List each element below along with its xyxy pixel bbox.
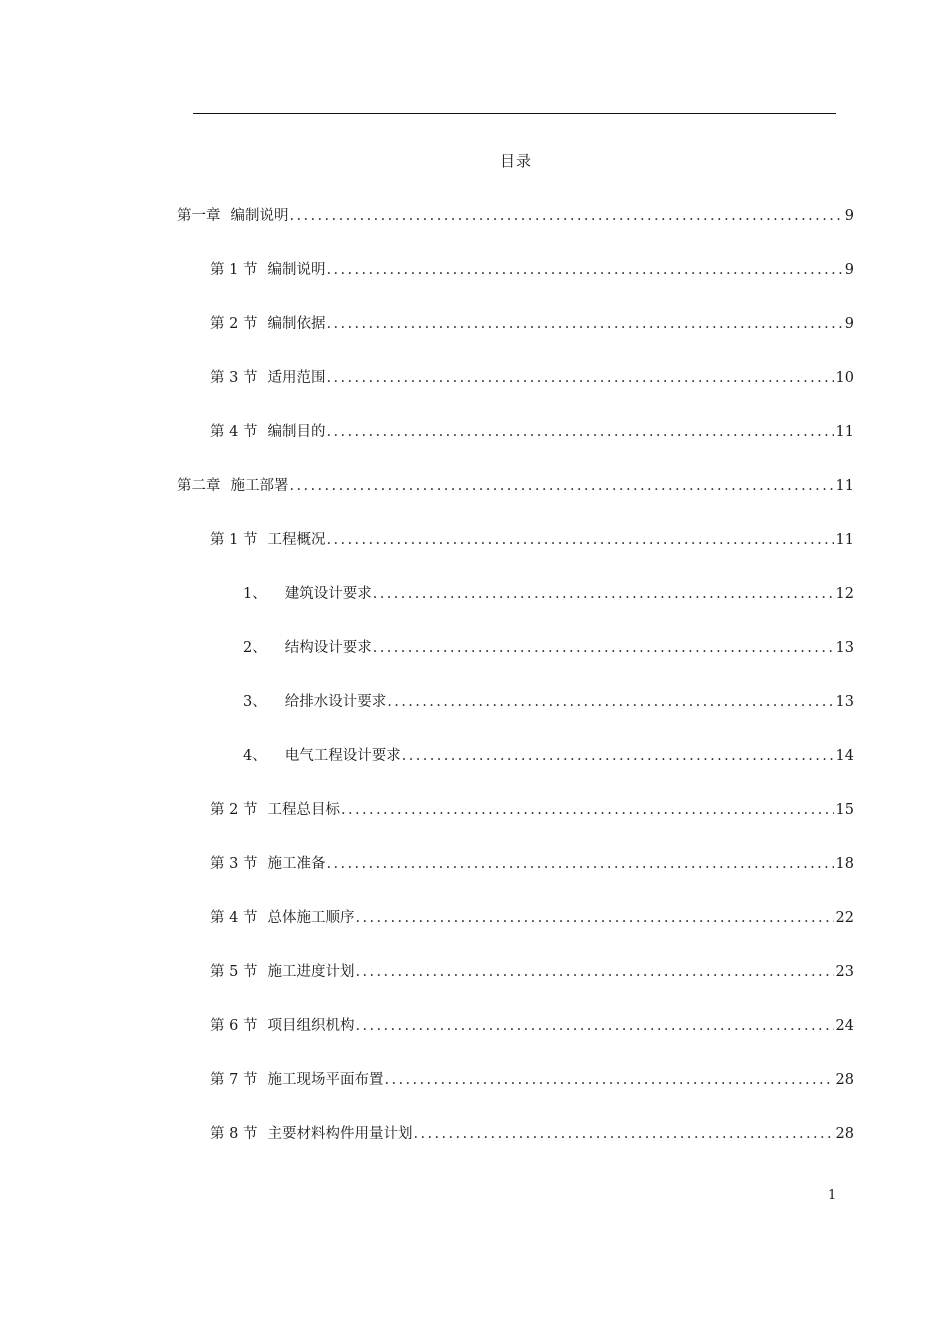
toc-dot-leader xyxy=(373,640,834,656)
toc-entry-page: 13 xyxy=(835,694,854,710)
toc-dot-leader xyxy=(326,856,833,872)
toc-entry-number: 第 6 节 xyxy=(210,1018,258,1034)
toc-entry-title: 给排水设计要求 xyxy=(284,694,387,710)
toc-entry-number: 第 1 节 xyxy=(210,532,258,548)
toc-dot-leader xyxy=(341,802,834,818)
toc-dot-leader xyxy=(326,316,842,332)
toc-entry-number: 1、 xyxy=(243,586,267,602)
toc-entry-number: 第 4 节 xyxy=(210,424,258,440)
toc-entry-number: 第 4 节 xyxy=(210,910,258,926)
toc-entry[interactable] xyxy=(210,1122,854,1142)
toc-entry-title: 适用范围 xyxy=(267,370,326,386)
toc-entry-title: 施工进度计划 xyxy=(267,964,355,980)
toc-entry[interactable] xyxy=(210,1014,854,1034)
toc-entry[interactable] xyxy=(210,528,854,548)
toc-entry[interactable] xyxy=(243,690,854,710)
page-number: 1 xyxy=(828,1188,837,1203)
toc-entry-title: 结构设计要求 xyxy=(284,640,372,656)
toc-entry-page: 9 xyxy=(844,262,854,278)
toc-entry-page: 9 xyxy=(844,316,854,332)
toc-entry-number: 第 8 节 xyxy=(210,1126,258,1142)
toc-entry-page: 9 xyxy=(844,208,854,224)
toc-dot-leader xyxy=(355,910,833,926)
toc-dot-leader xyxy=(326,424,833,440)
toc-entry-page: 28 xyxy=(835,1072,854,1088)
toc-entry-page: 14 xyxy=(835,748,854,764)
toc-entry[interactable] xyxy=(243,744,854,764)
toc-dot-leader xyxy=(290,478,834,494)
toc-entry-page: 10 xyxy=(835,370,854,386)
toc-entry-number: 第 3 节 xyxy=(210,856,258,872)
toc-entry-page: 11 xyxy=(835,532,854,548)
toc-entry-title: 编制依据 xyxy=(267,316,326,332)
toc-entry-page: 11 xyxy=(835,478,854,494)
toc-entry-number: 第 5 节 xyxy=(210,964,258,980)
toc-entry-number: 第二章 xyxy=(177,478,221,494)
toc-entry[interactable] xyxy=(210,798,854,818)
toc-entry-page: 22 xyxy=(835,910,854,926)
toc-entry-number: 第 7 节 xyxy=(210,1072,258,1088)
toc-entry-number: 第 2 节 xyxy=(210,316,258,332)
toc-dot-leader xyxy=(355,964,833,980)
toc-entry-page: 12 xyxy=(835,586,854,602)
toc-entry-title: 编制目的 xyxy=(267,424,326,440)
toc-entry-title: 总体施工顺序 xyxy=(267,910,355,926)
toc-entry-title: 施工现场平面布置 xyxy=(267,1072,384,1088)
toc-entry-number: 2、 xyxy=(243,640,267,656)
toc-entry-number: 第 2 节 xyxy=(210,802,258,818)
toc-dot-leader xyxy=(373,586,834,602)
toc-entry[interactable] xyxy=(210,258,854,278)
toc-dot-leader xyxy=(387,694,833,710)
toc-entry-page: 28 xyxy=(835,1126,854,1142)
toc-entry[interactable] xyxy=(210,1068,854,1088)
toc-entry[interactable] xyxy=(177,474,854,494)
toc-entry-title: 主要材料构件用量计划 xyxy=(267,1126,413,1142)
toc-entry[interactable] xyxy=(243,636,854,656)
toc-dot-leader xyxy=(326,370,833,386)
toc-dot-leader xyxy=(384,1072,833,1088)
toc-entry[interactable] xyxy=(243,582,854,602)
toc-dot-leader xyxy=(402,748,834,764)
toc-entry-page: 18 xyxy=(835,856,854,872)
toc-title: 目录 xyxy=(499,152,532,170)
toc-entry-title: 施工准备 xyxy=(267,856,326,872)
toc-dot-leader xyxy=(355,1018,833,1034)
toc-entry-page: 15 xyxy=(835,802,854,818)
toc-entry-title: 工程总目标 xyxy=(267,802,340,818)
toc-entry[interactable] xyxy=(210,420,854,440)
toc-entry-number: 3、 xyxy=(243,694,267,710)
toc-entry[interactable] xyxy=(210,960,854,980)
toc-dot-leader xyxy=(290,208,843,224)
toc-entry-number: 第 3 节 xyxy=(210,370,258,386)
toc-entry-title: 施工部署 xyxy=(230,478,289,494)
toc-entry-number: 4、 xyxy=(243,748,267,764)
toc-entry-number: 第 1 节 xyxy=(210,262,258,278)
toc-entry-page: 11 xyxy=(835,424,854,440)
toc-entry[interactable] xyxy=(210,312,854,332)
toc-entry[interactable] xyxy=(210,366,854,386)
toc-dot-leader xyxy=(326,262,842,278)
toc-entry-title: 编制说明 xyxy=(230,208,289,224)
toc-entry-title: 建筑设计要求 xyxy=(284,586,372,602)
toc-entry[interactable] xyxy=(177,204,854,224)
toc-entry-title: 编制说明 xyxy=(267,262,326,278)
toc-dot-leader xyxy=(326,532,833,548)
toc-dot-leader xyxy=(413,1126,833,1142)
toc-entry-title: 电气工程设计要求 xyxy=(284,748,401,764)
toc-entry[interactable] xyxy=(210,906,854,926)
toc-entry-title: 项目组织机构 xyxy=(267,1018,355,1034)
toc-entry-page: 13 xyxy=(835,640,854,656)
toc-entry-page: 24 xyxy=(835,1018,854,1034)
toc-entry-page: 23 xyxy=(835,964,854,980)
toc-entry[interactable] xyxy=(210,852,854,872)
toc-entry-number: 第一章 xyxy=(177,208,221,224)
toc-entry-title: 工程概况 xyxy=(267,532,326,548)
